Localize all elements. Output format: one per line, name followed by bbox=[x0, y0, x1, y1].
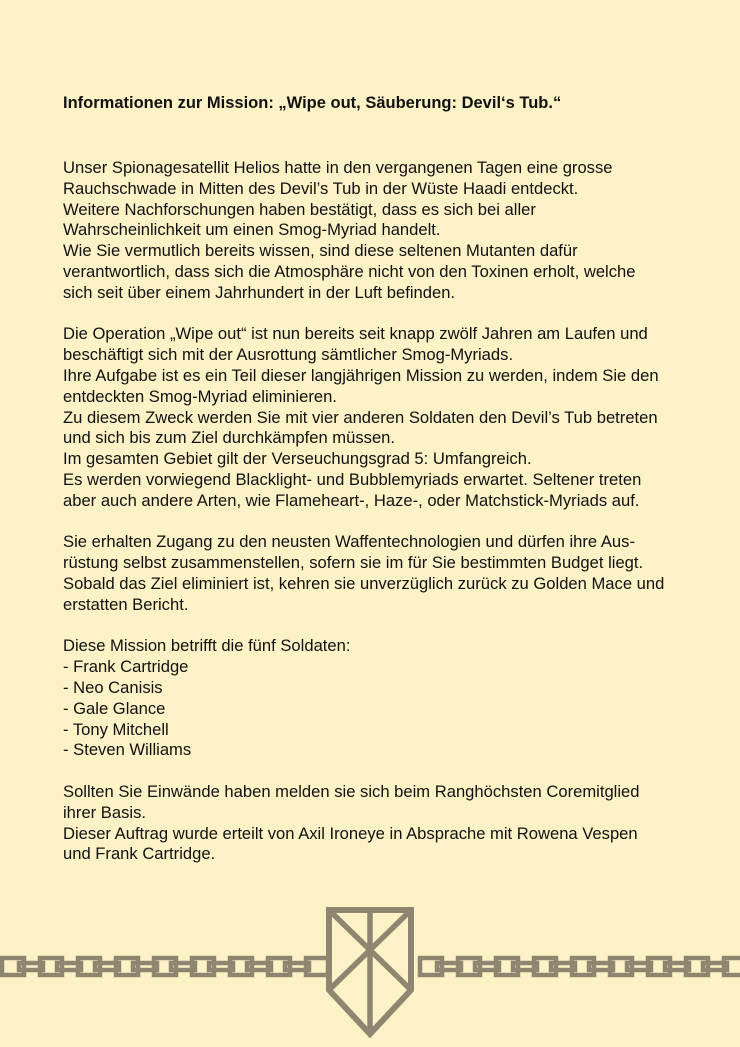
text-line: verantwortlich, dass sich die Atmosphäre nicht von den Toxinen erholt, welche bbox=[63, 261, 636, 281]
text-line: Wie Sie vermutlich bereits wissen, sind diese seltenen Mutanten dafür bbox=[63, 241, 578, 261]
text-line: Weitere Nachforschungen haben bestätigt, dass es sich bei aller bbox=[63, 199, 536, 219]
footer-decoration bbox=[0, 900, 740, 1047]
text-line: Dieser Auftrag wurde erteilt von Axil Ironeye in Absprache mit Rowena Vespen bbox=[63, 823, 638, 843]
text-line: ihrer Basis. bbox=[63, 802, 146, 822]
list-item: - Steven Williams bbox=[63, 740, 192, 760]
soldier-list bbox=[63, 636, 723, 761]
text-line: Ihre Aufgabe ist es ein Teil dieser langjährigen Mission zu werden, indem Sie den bbox=[63, 365, 659, 385]
text-line: Rauchschwade in Mitten des Devil’s Tub in der Wüste Haadi entdeckt. bbox=[63, 178, 579, 198]
list-item: - Frank Cartridge bbox=[63, 657, 189, 677]
text-line: Die Operation „Wipe out“ ist nun bereits seit knapp zwölf Jahren am Laufen und bbox=[63, 324, 648, 344]
paragraph bbox=[63, 324, 723, 511]
text-line: Im gesamten Gebiet gilt der Verseuchungsgrad 5: Umfangreich. bbox=[63, 449, 532, 469]
list-item: - Tony Mitchell bbox=[63, 719, 169, 739]
text-line: Es werden vorwiegend Blacklight- und Bubblemyriads erwartet. Seltener treten bbox=[63, 469, 642, 489]
text-line: Zu diesem Zweck werden Sie mit vier anderen Soldaten den Devil’s Tub betreten bbox=[63, 407, 658, 427]
text-line: rüstung selbst zusammenstellen, sofern sie im für Sie bestimmten Budget liegt. bbox=[63, 553, 644, 573]
text-line: aber auch andere Arten, wie Flameheart-, Haze-, oder Matchstick-Myriads auf. bbox=[63, 490, 640, 510]
document-body bbox=[63, 158, 723, 865]
text-line: sich seit über einem Jahrhundert in der Luft befinden. bbox=[63, 282, 456, 302]
mission-title: Informationen zur Mission: „Wipe out, Säuberung: Devil‘s Tub.“ bbox=[63, 94, 562, 112]
text-line: Diese Mission betrifft die fünf Soldaten: bbox=[63, 636, 351, 656]
text-line: Sobald das Ziel eliminiert ist, kehren sie unverzüglich zurück zu Golden Mace und bbox=[63, 573, 665, 593]
text-line: Unser Spionagesatellit Helios hatte in den vergangenen Tagen eine grosse bbox=[63, 158, 613, 177]
paragraph bbox=[63, 532, 723, 615]
text-line: Wahrscheinlichkeit um einen Smog-Myriad handelt. bbox=[63, 220, 441, 240]
shield-emblem-icon bbox=[329, 910, 411, 1034]
paragraph bbox=[63, 782, 723, 865]
list-item: - Neo Canisis bbox=[63, 677, 163, 697]
paragraph bbox=[63, 158, 723, 304]
list-item: - Gale Glance bbox=[63, 698, 166, 718]
text-line: und sich bis zum Ziel durchkämpfen müssen. bbox=[63, 428, 396, 448]
text-line: entdeckten Smog-Myriad eliminieren. bbox=[63, 386, 337, 406]
text-line: Sollten Sie Einwände haben melden sie sich beim Ranghöchsten Coremitglied bbox=[63, 781, 640, 801]
text-line: und Frank Cartridge. bbox=[63, 844, 216, 864]
text-line: Sie erhalten Zugang zu den neusten Waffentechnologien und dürfen ihre Aus- bbox=[63, 532, 635, 552]
document bbox=[63, 93, 723, 886]
text-line: erstatten Bericht. bbox=[63, 594, 189, 614]
text-line: beschäftigt sich mit der Ausrottung sämtlicher Smog-Myriads. bbox=[63, 345, 514, 365]
